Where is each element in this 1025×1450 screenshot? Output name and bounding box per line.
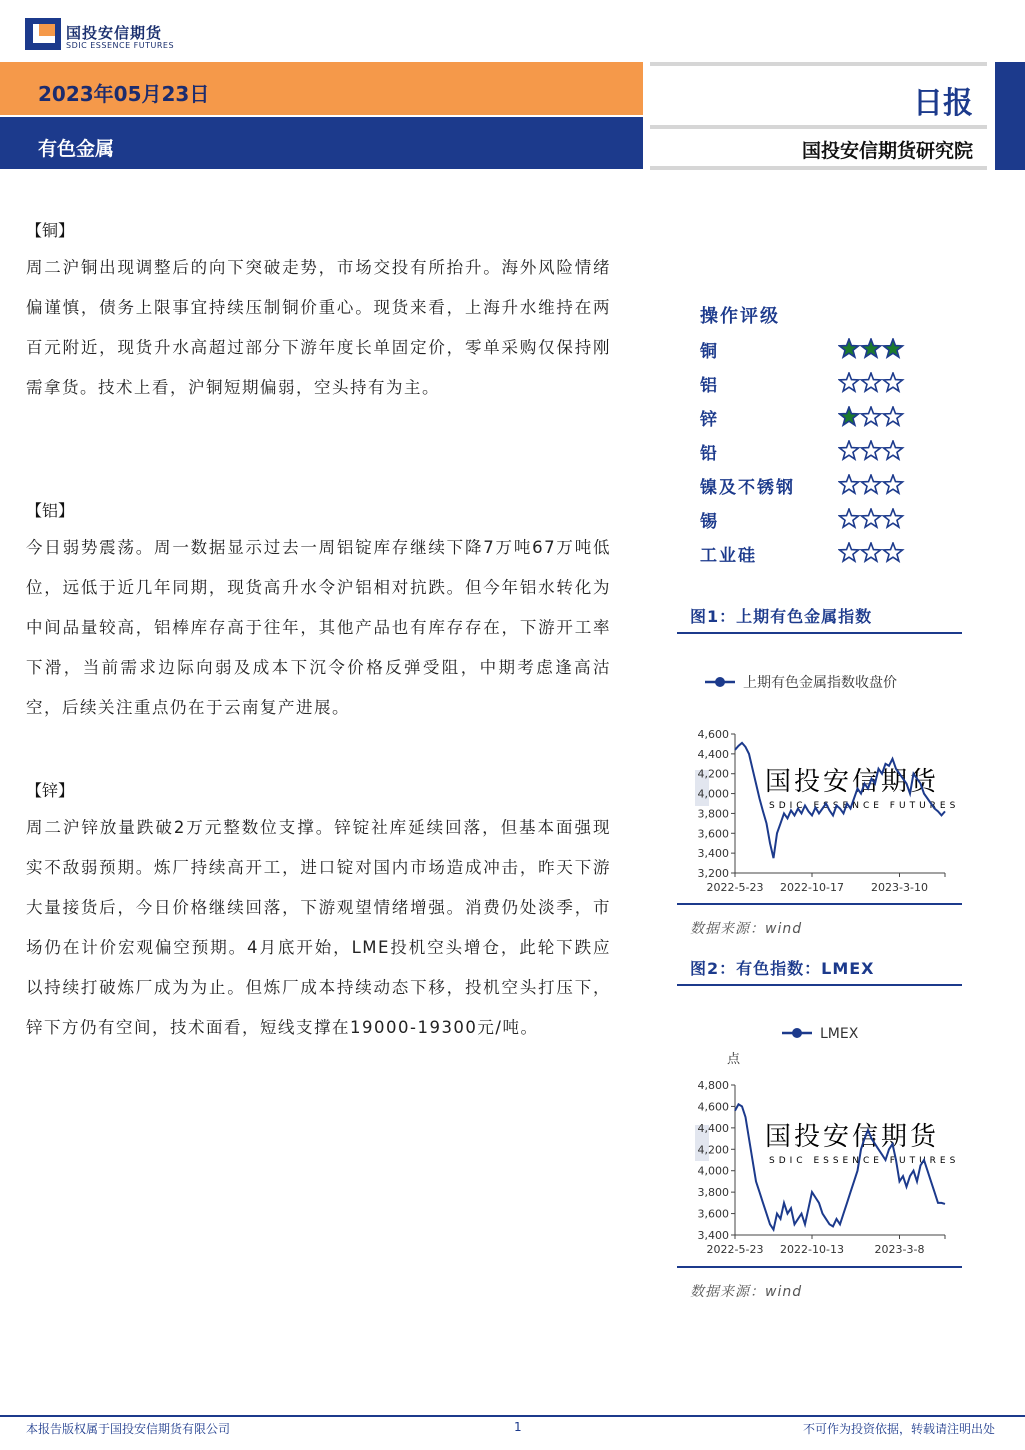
brand-logo-icon xyxy=(25,18,61,50)
y-tick-label: 3,400 xyxy=(697,847,729,861)
section-title-copper: 【铜】 xyxy=(26,221,75,240)
brand-name-cn: 国投安信期货 xyxy=(66,24,163,42)
rating-stars-2 xyxy=(838,406,908,428)
filled-star-icon xyxy=(861,339,880,357)
rating-stars-0 xyxy=(838,338,908,360)
brand-name-en: SDIC ESSENCE FUTURES xyxy=(66,41,175,50)
section-title-zinc: 【锌】 xyxy=(26,781,75,800)
section-text-aluminum: 今日弱势震荡。周一数据显示过去一周铝锭库存继续下降7万吨67万吨低位，远低于近几年同期，现货高升水令沪铝相对抗跌。但今年铝水转化为中间品量较高，铝棒库存高于往年，其他产品也有库存存在，下游开工率下滑，当前需求边际向弱及成本下沉令价格反弹受阻，中期考虑逢高沽空，后续关注重点仍在于云南复产进展。 xyxy=(26,538,611,717)
x-tick-label: 2022-10-13 xyxy=(780,1243,844,1256)
x-tick-label: 2023-3-10 xyxy=(871,881,928,894)
empty-star-icon xyxy=(861,441,880,459)
y-tick-label: 4,600 xyxy=(697,728,729,741)
empty-star-icon xyxy=(839,441,858,459)
y-tick-label: 3,800 xyxy=(697,807,729,821)
y-tick-label: 3,400 xyxy=(697,1229,729,1242)
x-tick-label: 2022-10-17 xyxy=(780,881,844,894)
figure-2-chart xyxy=(677,1015,967,1265)
y-tick-label: 3,800 xyxy=(697,1186,729,1200)
ratings-title: 操作评级 xyxy=(700,306,780,327)
empty-star-icon xyxy=(861,373,880,391)
watermark-subtext: SDIC ESSENCE FUTURES xyxy=(769,1156,960,1166)
empty-star-icon xyxy=(839,543,858,561)
filled-star-icon xyxy=(883,339,902,357)
rating-name-5: 锡 xyxy=(700,512,719,532)
legend-marker-icon xyxy=(792,1028,802,1038)
empty-star-icon xyxy=(861,407,880,425)
y-tick-label: 3,600 xyxy=(697,1207,729,1221)
rating-stars-6 xyxy=(838,542,908,564)
empty-star-icon xyxy=(861,543,880,561)
rating-name-3: 铅 xyxy=(700,444,719,464)
legend-marker-icon xyxy=(715,677,725,687)
section-text-copper: 周二沪铜出现调整后的向下突破走势，市场交投有所抬升。海外风险情绪偏谨慎，债务上限事宜持续压制铜价重心。现货来看，上海升水维持在两百元附近，现货升水高超过部分下游年度长单固定价，零单采购仅保持刚需拿货。技术上看，沪铜短期偏弱，空头持有为主。 xyxy=(26,258,611,397)
watermark-text: 国投安信期货 xyxy=(765,1122,940,1152)
y-tick-label: 4,200 xyxy=(697,1143,729,1157)
report-type: 日报 xyxy=(913,86,973,121)
rating-stars-3 xyxy=(838,440,908,462)
rating-name-1: 铝 xyxy=(700,376,719,396)
figure-2-bottom-rule xyxy=(677,1266,962,1268)
y-tick-label: 4,600 xyxy=(697,1100,729,1114)
rating-name-0: 铜 xyxy=(700,342,719,362)
y-tick-label: 4,000 xyxy=(697,787,729,801)
empty-star-icon xyxy=(883,509,902,527)
empty-star-icon xyxy=(883,475,902,493)
footer-page-number: 1 xyxy=(514,1420,522,1434)
y-tick-label: 4,400 xyxy=(697,1121,729,1135)
filled-star-icon xyxy=(839,407,858,425)
header-divider-top xyxy=(650,62,987,66)
empty-star-icon xyxy=(839,475,858,493)
rating-stars-5 xyxy=(838,508,908,530)
rating-name-6: 工业硅 xyxy=(700,546,757,566)
rating-stars-1 xyxy=(838,372,908,394)
header-divider-bottom xyxy=(650,166,987,170)
figure-2-source: 数据来源：wind xyxy=(690,1284,803,1300)
y-tick-label: 4,800 xyxy=(697,1079,729,1092)
filled-star-icon xyxy=(839,339,858,357)
y-tick-label: 4,200 xyxy=(697,767,729,781)
y-tick-label: 3,200 xyxy=(697,867,729,880)
report-sector: 有色金属 xyxy=(38,138,115,160)
x-tick-label: 2023-3-8 xyxy=(874,1243,925,1256)
figure-1-source: 数据来源：wind xyxy=(690,921,803,937)
empty-star-icon xyxy=(883,407,902,425)
rating-name-2: 锌 xyxy=(700,410,719,430)
header-side-strip xyxy=(995,62,1025,170)
empty-star-icon xyxy=(839,373,858,391)
watermark-subtext: SDIC ESSENCE FUTURES xyxy=(769,801,960,811)
y-tick-label: 3,600 xyxy=(697,827,729,841)
report-date: 2023年05月23日 xyxy=(38,82,210,106)
section-text-zinc: 周二沪锌放量跌破2万元整数位支撑。锌锭社库延续回落，但基本面强现实不敌弱预期。炼厂持续高开工，进口锭对国内市场造成冲击，昨天下游大量接货后，今日价格继续回落，下游观望情绪增强。消费仍处淡季，市场仍在计价宏观偏空预期。4月底开始，LME投机空头增仓，此轮下跌应以持续打破炼厂成为为止。但炼厂成本持续动态下移，投机空头打压下，锌下方仍有空间，技术面看，短线支撑在19000-19300元/吨。 xyxy=(26,818,611,1037)
y-tick-label: 4,400 xyxy=(697,747,729,761)
y-axis-label: 点 xyxy=(727,1052,741,1067)
figure-2-rule xyxy=(677,984,962,986)
institute-name: 国投安信期货研究院 xyxy=(801,140,973,162)
legend-label: 上期有色金属指数收盘价 xyxy=(743,675,897,691)
figure-1-rule xyxy=(677,632,962,634)
figure-2-title: 图2：有色指数：LMEX xyxy=(690,959,875,978)
legend-label: LMEX xyxy=(820,1026,859,1042)
chart-legend xyxy=(705,674,897,691)
footer-copyright: 本报告版权属于国投安信期货有限公司 xyxy=(26,1422,231,1436)
rating-stars-4 xyxy=(838,474,908,496)
rating-name-4: 镍及不锈钢 xyxy=(700,478,795,498)
empty-star-icon xyxy=(883,441,902,459)
figure-1-bottom-rule xyxy=(677,903,962,905)
empty-star-icon xyxy=(839,509,858,527)
watermark-text: 国投安信期货 xyxy=(765,767,940,797)
empty-star-icon xyxy=(861,509,880,527)
footer-disclaimer: 不可作为投资依据，转载请注明出处 xyxy=(802,1422,995,1436)
figure-1-title: 图1：上期有色金属指数 xyxy=(690,607,873,626)
x-tick-label: 2022-5-23 xyxy=(706,881,764,894)
empty-star-icon xyxy=(861,475,880,493)
chart-legend xyxy=(782,1026,859,1042)
section-title-aluminum: 【铝】 xyxy=(26,501,75,520)
y-tick-label: 4,000 xyxy=(697,1164,729,1178)
empty-star-icon xyxy=(883,373,902,391)
header-divider-mid xyxy=(650,125,987,129)
figure-1-chart xyxy=(677,660,967,900)
x-tick-label: 2022-5-23 xyxy=(706,1243,764,1256)
empty-star-icon xyxy=(883,543,902,561)
footer-rule xyxy=(0,1415,1025,1417)
